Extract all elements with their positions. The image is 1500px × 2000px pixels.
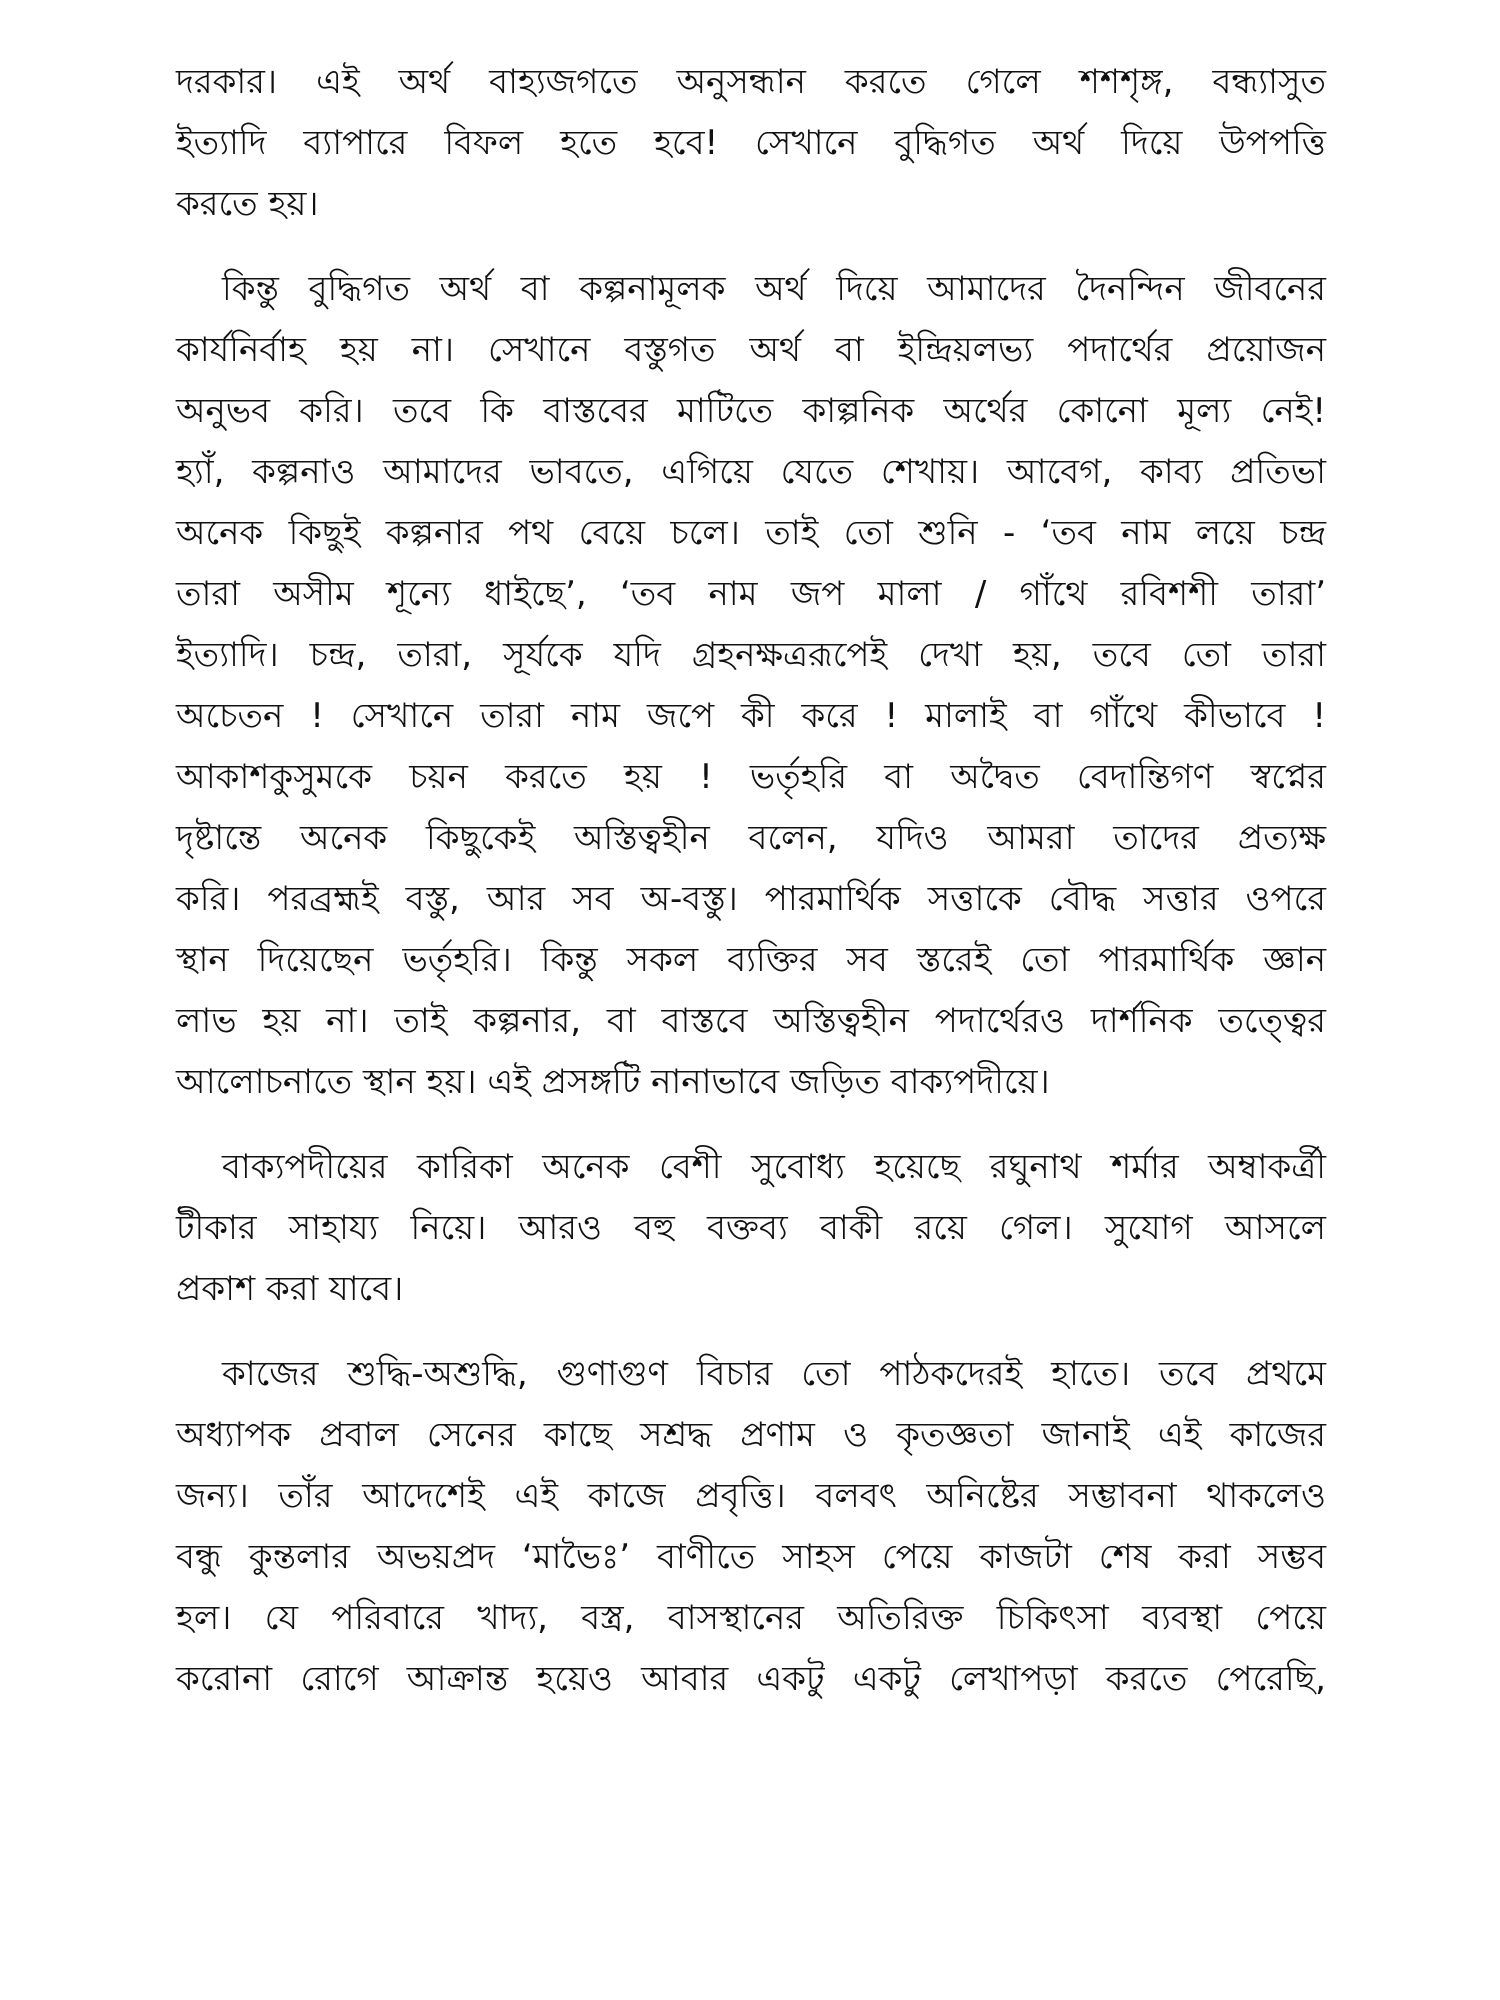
text-line: কার্যনির্বাহ হয় না। সেখানে বস্তুগত অর্থ বা ইন্দ্রিয়লভ্য পদার্থের প্রয়োজন <box>176 330 1326 370</box>
text-line: স্থান দিয়েছেন ভর্তৃহরি। কিন্তু সকল ব্যক্তির সব স্তরেই তো পারমার্থিক জ্ঞান <box>176 940 1326 980</box>
text-line: বন্ধু কুন্তলার অভয়প্রদ ‘মাভৈঃ’ বাণীতে সাহস পেয়ে কাজটা শেষ করা সম্ভব <box>176 1537 1326 1577</box>
text-line: তারা অসীম শূন্যে ধাইছে’, ‘তব নাম জপ মালা / গাঁথে রবিশশী তারা’ <box>176 574 1326 614</box>
document-page <box>176 52 1326 1710</box>
paragraph <box>176 259 1326 1113</box>
text-line: অনুভব করি। তবে কি বাস্তবের মাটিতে কাল্পনিক অর্থের কোনো মূল্য নেই! <box>176 391 1326 431</box>
text-line: জন্য। তাঁর আদেশেই এই কাজে প্রবৃত্তি। বলবৎ অনিষ্টের সম্ভাবনা থাকলেও <box>176 1476 1326 1516</box>
text-line: করি। পরব্রহ্মই বস্তু, আর সব অ-বস্তু। পারমার্থিক সত্তাকে বৌদ্ধ সত্তার ওপরে <box>176 879 1326 919</box>
text-line: ইত্যাদি। চন্দ্র, তারা, সূর্যকে যদি গ্রহনক্ষত্ররূপেই দেখা হয়, তবে তো তারা <box>176 635 1326 675</box>
text-line: অধ্যাপক প্রবাল সেনের কাছে সশ্রদ্ধ প্রণাম ও কৃতজ্ঞতা জানাই এই কাজের <box>176 1415 1326 1455</box>
text-line: প্রকাশ করা যাবে। <box>176 1269 404 1309</box>
text-line: আকাশকুসুমকে চয়ন করতে হয় ! ভর্তৃহরি বা অদ্বৈত বেদান্তিগণ স্বপ্নের <box>176 757 1326 797</box>
text-line: অনেক কিছুই কল্পনার পথ বেয়ে চলে। তাই তো শুনি - ‘তব নাম লয়ে চন্দ্র <box>176 513 1326 553</box>
text-line: বাক্যপদীয়ের কারিকা অনেক বেশী সুবোধ্য হয়েছে রঘুনাথ শর্মার অম্বাকর্ত্রী <box>222 1147 1326 1187</box>
paragraph <box>176 52 1326 235</box>
text-line: আলোচনাতে স্থান হয়। এই প্রসঙ্গটি নানাভাবে জড়িত বাক্যপদীয়ে। <box>176 1062 1050 1102</box>
text-line: কিন্তু বুদ্ধিগত অর্থ বা কল্পনামূলক অর্থ দিয়ে আমাদের দৈনন্দিন জীবনের <box>222 269 1326 309</box>
text-line: টীকার সাহায্য নিয়ে। আরও বহু বক্তব্য বাকী রয়ে গেল। সুযোগ আসলে <box>176 1208 1326 1248</box>
text-line: হ্যাঁ, কল্পনাও আমাদের ভাবতে, এগিয়ে যেতে শেখায়। আবেগ, কাব্য প্রতিভা <box>176 452 1326 492</box>
text-line: দরকার। এই অর্থ বাহ্যজগতে অনুসন্ধান করতে গেলে শশশৃঙ্গ, বন্ধ্যাসুত <box>176 62 1326 102</box>
text-line: হল। যে পরিবারে খাদ্য, বস্ত্র, বাসস্থানের অতিরিক্ত চিকিৎসা ব্যবস্থা পেয়ে <box>176 1598 1326 1638</box>
text-line: অচেতন ! সেখানে তারা নাম জপে কী করে ! মালাই বা গাঁথে কীভাবে ! <box>176 696 1326 736</box>
text-line: লাভ হয় না। তাই কল্পনার, বা বাস্তবে অস্তিত্বহীন পদার্থেরও দার্শনিক তত্ত্বের <box>176 1001 1326 1041</box>
text-line: করতে হয়। <box>176 184 319 224</box>
text-line: দৃষ্টান্তে অনেক কিছুকেই অস্তিত্বহীন বলেন, যদিও আমরা তাদের প্রত্যক্ষ <box>176 818 1326 858</box>
paragraph <box>176 1137 1326 1320</box>
text-line: ইত্যাদি ব্যাপারে বিফল হতে হবে! সেখানে বুদ্ধিগত অর্থ দিয়ে উপপত্তি <box>176 123 1326 163</box>
text-line: কাজের শুদ্ধি-অশুদ্ধি, গুণাগুণ বিচার তো পাঠকদেরই হাতে। তবে প্রথমে <box>222 1354 1326 1394</box>
paragraph <box>176 1344 1326 1710</box>
text-line: করোনা রোগে আক্রান্ত হয়েও আবার একটু একটু লেখাপড়া করতে পেরেছি, <box>176 1659 1326 1699</box>
